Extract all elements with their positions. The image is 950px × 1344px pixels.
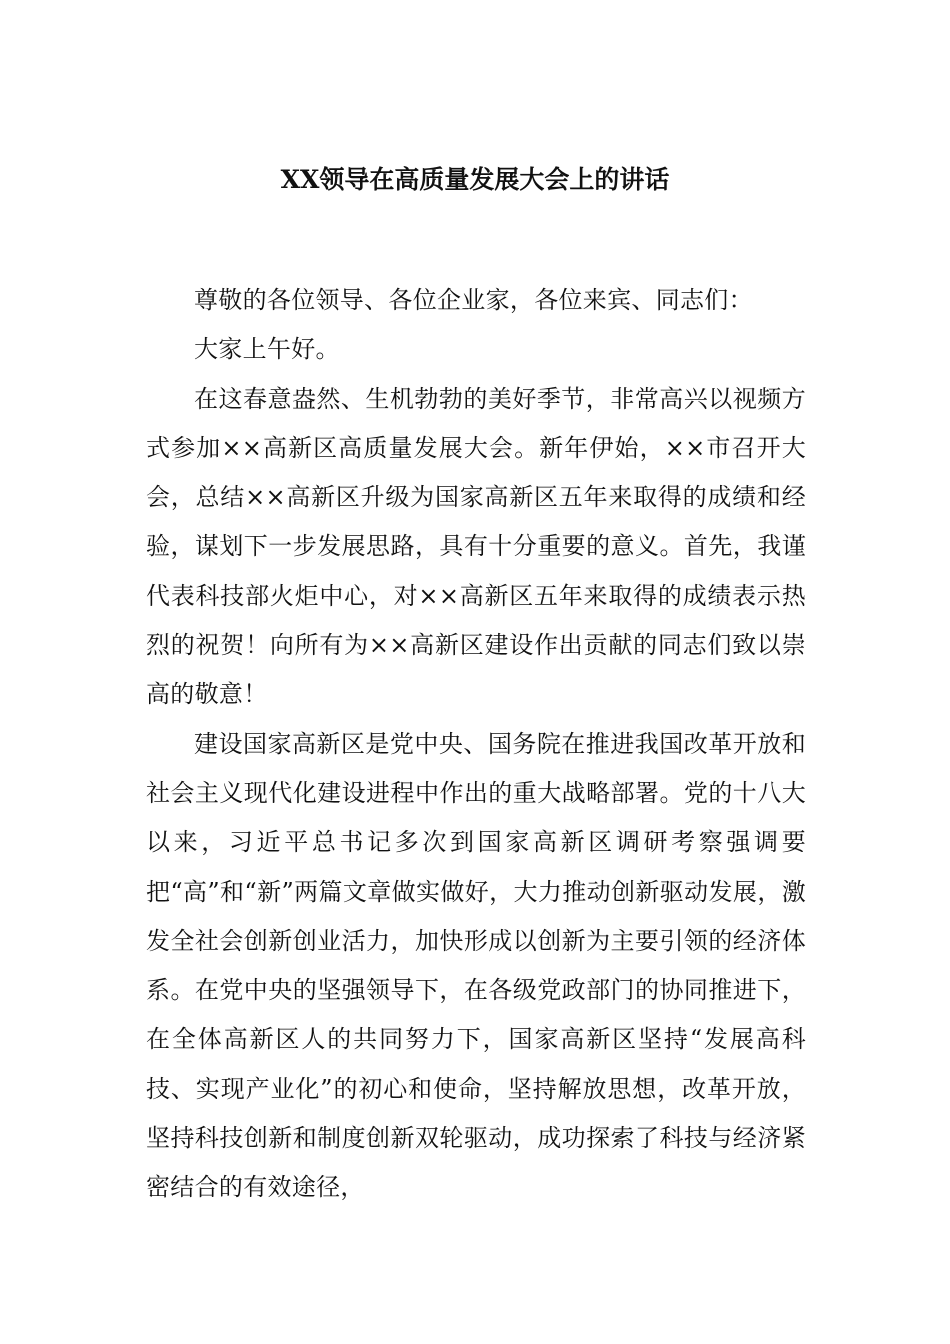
salutation-paragraph: 尊敬的各位领导、各位企业家，各位来宾、同志们： — [194, 286, 753, 314]
document-body — [146, 276, 806, 1213]
greeting-paragraph: 大家上午好。 — [194, 335, 340, 364]
body-paragraph: 在这春意盎然、生机勃勃的美好季节，非常高兴以视频方式参加××高新区高质量发展大会。新年伊始，××市召开大会，总结××高新区升级为国家高新区五年来取得的成绩和经验，谋划下一步发展思路，具有十分重要的意义。首先，我谨代表科技部火炬中心，对××高新区五年来取得的成绩表示热烈的祝贺！向所有为××高新区建设作出贡献的同志们致以崇高的敬意！ — [146, 384, 806, 709]
document-title: XX领导在高质量发展大会上的讲话 — [280, 165, 670, 194]
body-paragraph: 建设国家高新区是党中央、国务院在推进我国改革开放和社会主义现代化建设进程中作出的重大战略部署。党的十八大以来，习近平总书记多次到国家高新区调研考察强调要把“高”和“新”两篇文章做实做好，大力推动创新驱动发展，激发全社会创新创业活力，加快形成以创新为主要引领的经济体系。在党中央的坚强领导下，在各级党政部门的协同推进下，在全体高新区人的共同努力下，国家高新区坚持“发展高科技、实现产业化”的初心和使命，坚持解放思想，改革开放，坚持科技创新和制度创新双轮驱动，成功探索了科技与经济紧密结合的有效途径， — [146, 729, 806, 1202]
